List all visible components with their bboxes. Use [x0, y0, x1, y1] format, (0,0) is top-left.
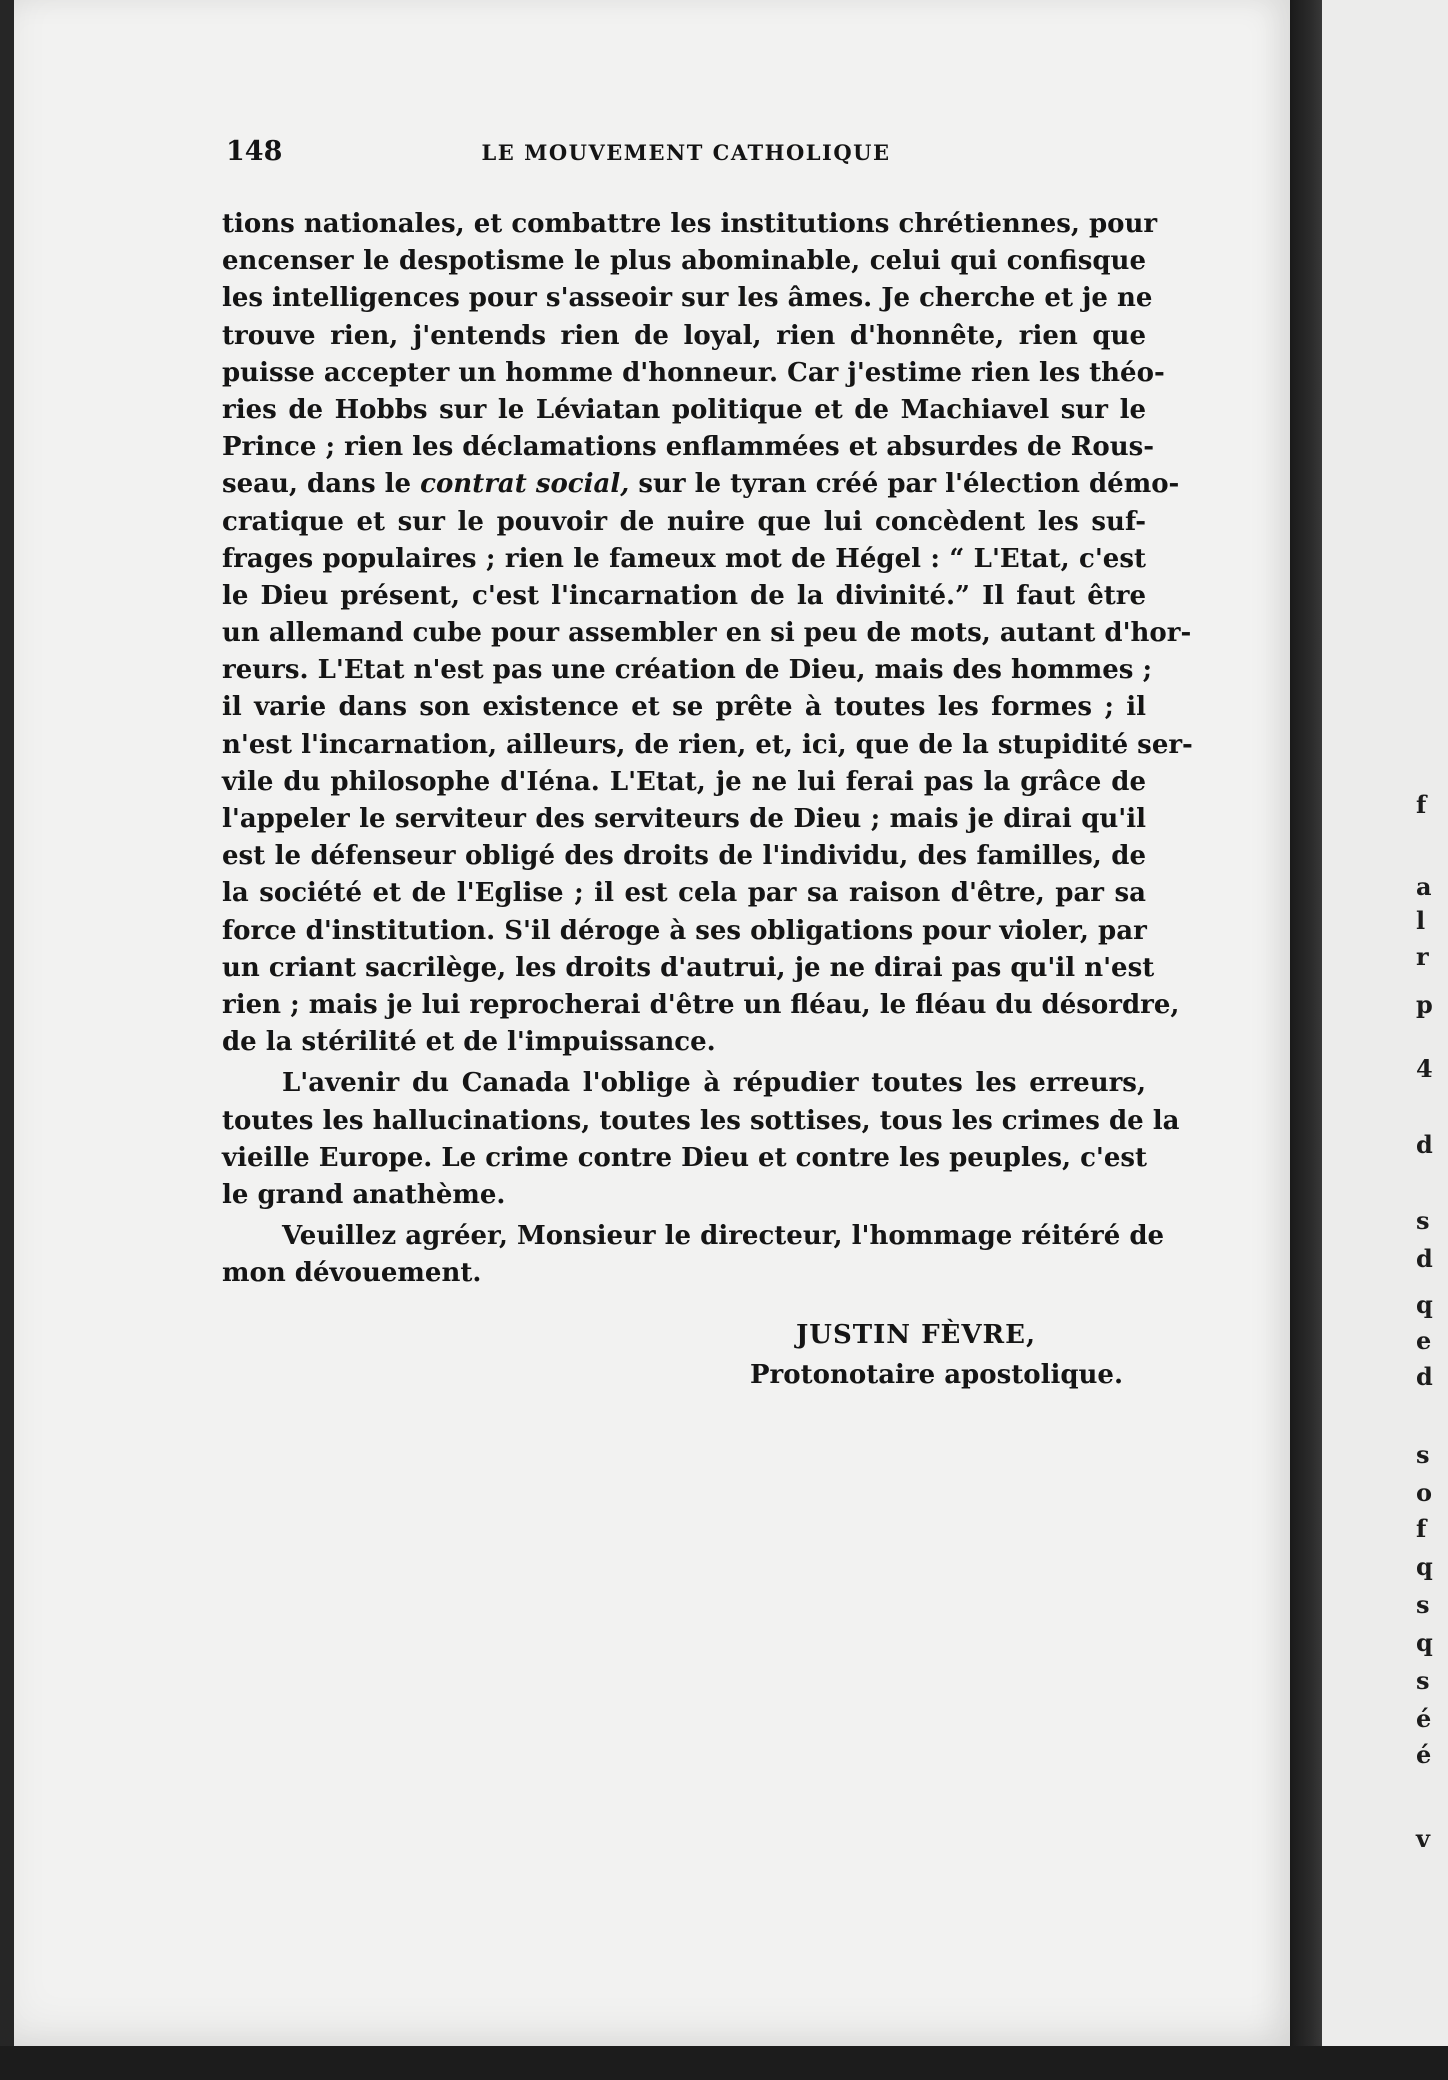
facing-fragment: q — [1416, 1628, 1433, 1657]
text-line: un criant sacrilège, les droits d'autrui, je ne dirai pas qu'il n'est — [222, 952, 1155, 983]
facing-fragment: d — [1416, 1362, 1433, 1391]
text-line: vieille Europe. Le crime contre Dieu et contre les peuples, c'est — [222, 1142, 1148, 1173]
facing-fragment: é — [1416, 1740, 1432, 1769]
facing-fragment: s — [1416, 1206, 1430, 1235]
text-line: le Dieu présent, c'est l'incarnation de la divinité.” Il faut être — [222, 580, 1146, 611]
page-header — [226, 136, 1146, 176]
text-line: cratique et sur le pouvoir de nuire que lui concèdent les suf- — [222, 506, 1146, 537]
text-run: seau, dans le — [222, 469, 421, 500]
signature-title: Protonotaire apostolique. — [750, 1360, 1124, 1390]
text-line: n'est l'incarnation, ailleurs, de rien, et, ici, que de la stupidité ser- — [222, 729, 1193, 760]
facing-fragment: q — [1416, 1290, 1433, 1319]
facing-fragment: q — [1416, 1552, 1433, 1581]
text-line: vile du philosophe d'Iéna. L'Etat, je ne lui ferai pas la grâce de — [222, 766, 1146, 797]
text-line: la société et de l'Eglise ; il est cela par sa raison d'être, par sa — [222, 878, 1146, 909]
text-line — [222, 466, 1180, 503]
text-line: encenser le despotisme le plus abominable, celui qui confisque — [222, 246, 1146, 277]
text-line: est le défenseur obligé des droits de l'individu, des familles, de — [222, 841, 1146, 872]
text-line: frages populaires ; rien le fameux mot de Hégel : “ L'Etat, c'est — [222, 543, 1146, 574]
paragraph — [222, 1218, 1165, 1292]
text-line: Prince ; rien les déclamations enflammées et absurdes de Rous- — [222, 432, 1155, 463]
text-line: mon dévouement. — [222, 1258, 482, 1289]
text-line: le grand anathème. — [222, 1179, 506, 1210]
text-run: sur le tyran créé par l'élection démo- — [629, 469, 1180, 500]
scan-bottom-edge — [0, 2046, 1448, 2080]
facing-fragment: 4 — [1416, 1054, 1433, 1083]
page-number: 148 — [226, 136, 283, 167]
text-line: force d'institution. S'il déroge à ses obligations pour violer, par — [222, 915, 1147, 946]
body-text — [222, 206, 1193, 1292]
text-line: rien ; mais je lui reprocherai d'être un fléau, le fléau du désordre, — [222, 989, 1180, 1020]
facing-fragment: r — [1416, 942, 1429, 971]
text-line: reurs. L'Etat n'est pas une création de Dieu, mais des hommes ; — [222, 655, 1153, 686]
facing-fragment: d — [1416, 1130, 1433, 1159]
book-gutter — [1290, 0, 1326, 2050]
facing-fragment: o — [1416, 1478, 1433, 1507]
facing-fragment: s — [1416, 1440, 1430, 1469]
paragraph — [222, 1065, 1180, 1214]
text-line: les intelligences pour s'asseoir sur les âmes. Je cherche et je ne — [222, 283, 1153, 314]
facing-fragment: p — [1416, 990, 1433, 1019]
text-line: ries de Hobbs sur le Léviatan politique et de Machiavel sur le — [222, 394, 1146, 425]
text-line: trouve rien, j'entends rien de loyal, rien d'honnête, rien que — [222, 320, 1146, 351]
facing-fragment: v — [1416, 1824, 1430, 1853]
facing-fragment: l — [1416, 906, 1426, 935]
signature-name: JUSTIN FÈVRE, — [796, 1320, 1037, 1350]
text-line: de la stérilité et de l'impuissance. — [222, 1027, 716, 1058]
facing-fragment: e — [1416, 1326, 1432, 1355]
text-line: un allemand cube pour assembler en si peu de mots, autant d'hor- — [222, 618, 1192, 649]
running-title: LE MOUVEMENT CATHOLIQUE — [481, 140, 891, 165]
facing-fragment: d — [1416, 1244, 1433, 1273]
text-line: tions nationales, et combattre les institutions chrétiennes, pour — [222, 209, 1158, 239]
facing-fragment: é — [1416, 1704, 1432, 1733]
facing-fragment: s — [1416, 1590, 1430, 1619]
facing-fragment: s — [1416, 1666, 1430, 1695]
paragraph — [222, 206, 1193, 1061]
text-line: toutes les hallucinations, toutes les sottises, tous les crimes de la — [222, 1105, 1180, 1136]
text-line: l'appeler le serviteur des serviteurs de Dieu ; mais je dirai qu'il — [222, 804, 1146, 834]
facing-fragment: f — [1416, 790, 1427, 819]
text-line: L'avenir du Canada l'oblige à répudier toutes les erreurs, — [282, 1068, 1146, 1099]
text-line: Veuillez agréer, Monsieur le directeur, l'hommage réitéré de — [282, 1221, 1165, 1252]
text-line: puisse accepter un homme d'honneur. Car j'estime rien les théo- — [222, 357, 1165, 388]
italic-title: contrat social, — [420, 469, 630, 500]
facing-page-text-fragments — [1416, 0, 1448, 2050]
facing-fragment: a — [1416, 872, 1432, 901]
signature-block — [750, 1320, 1150, 1400]
text-line: il varie dans son existence et se prête à toutes les formes ; il — [222, 692, 1146, 723]
facing-fragment: f — [1416, 1514, 1427, 1543]
